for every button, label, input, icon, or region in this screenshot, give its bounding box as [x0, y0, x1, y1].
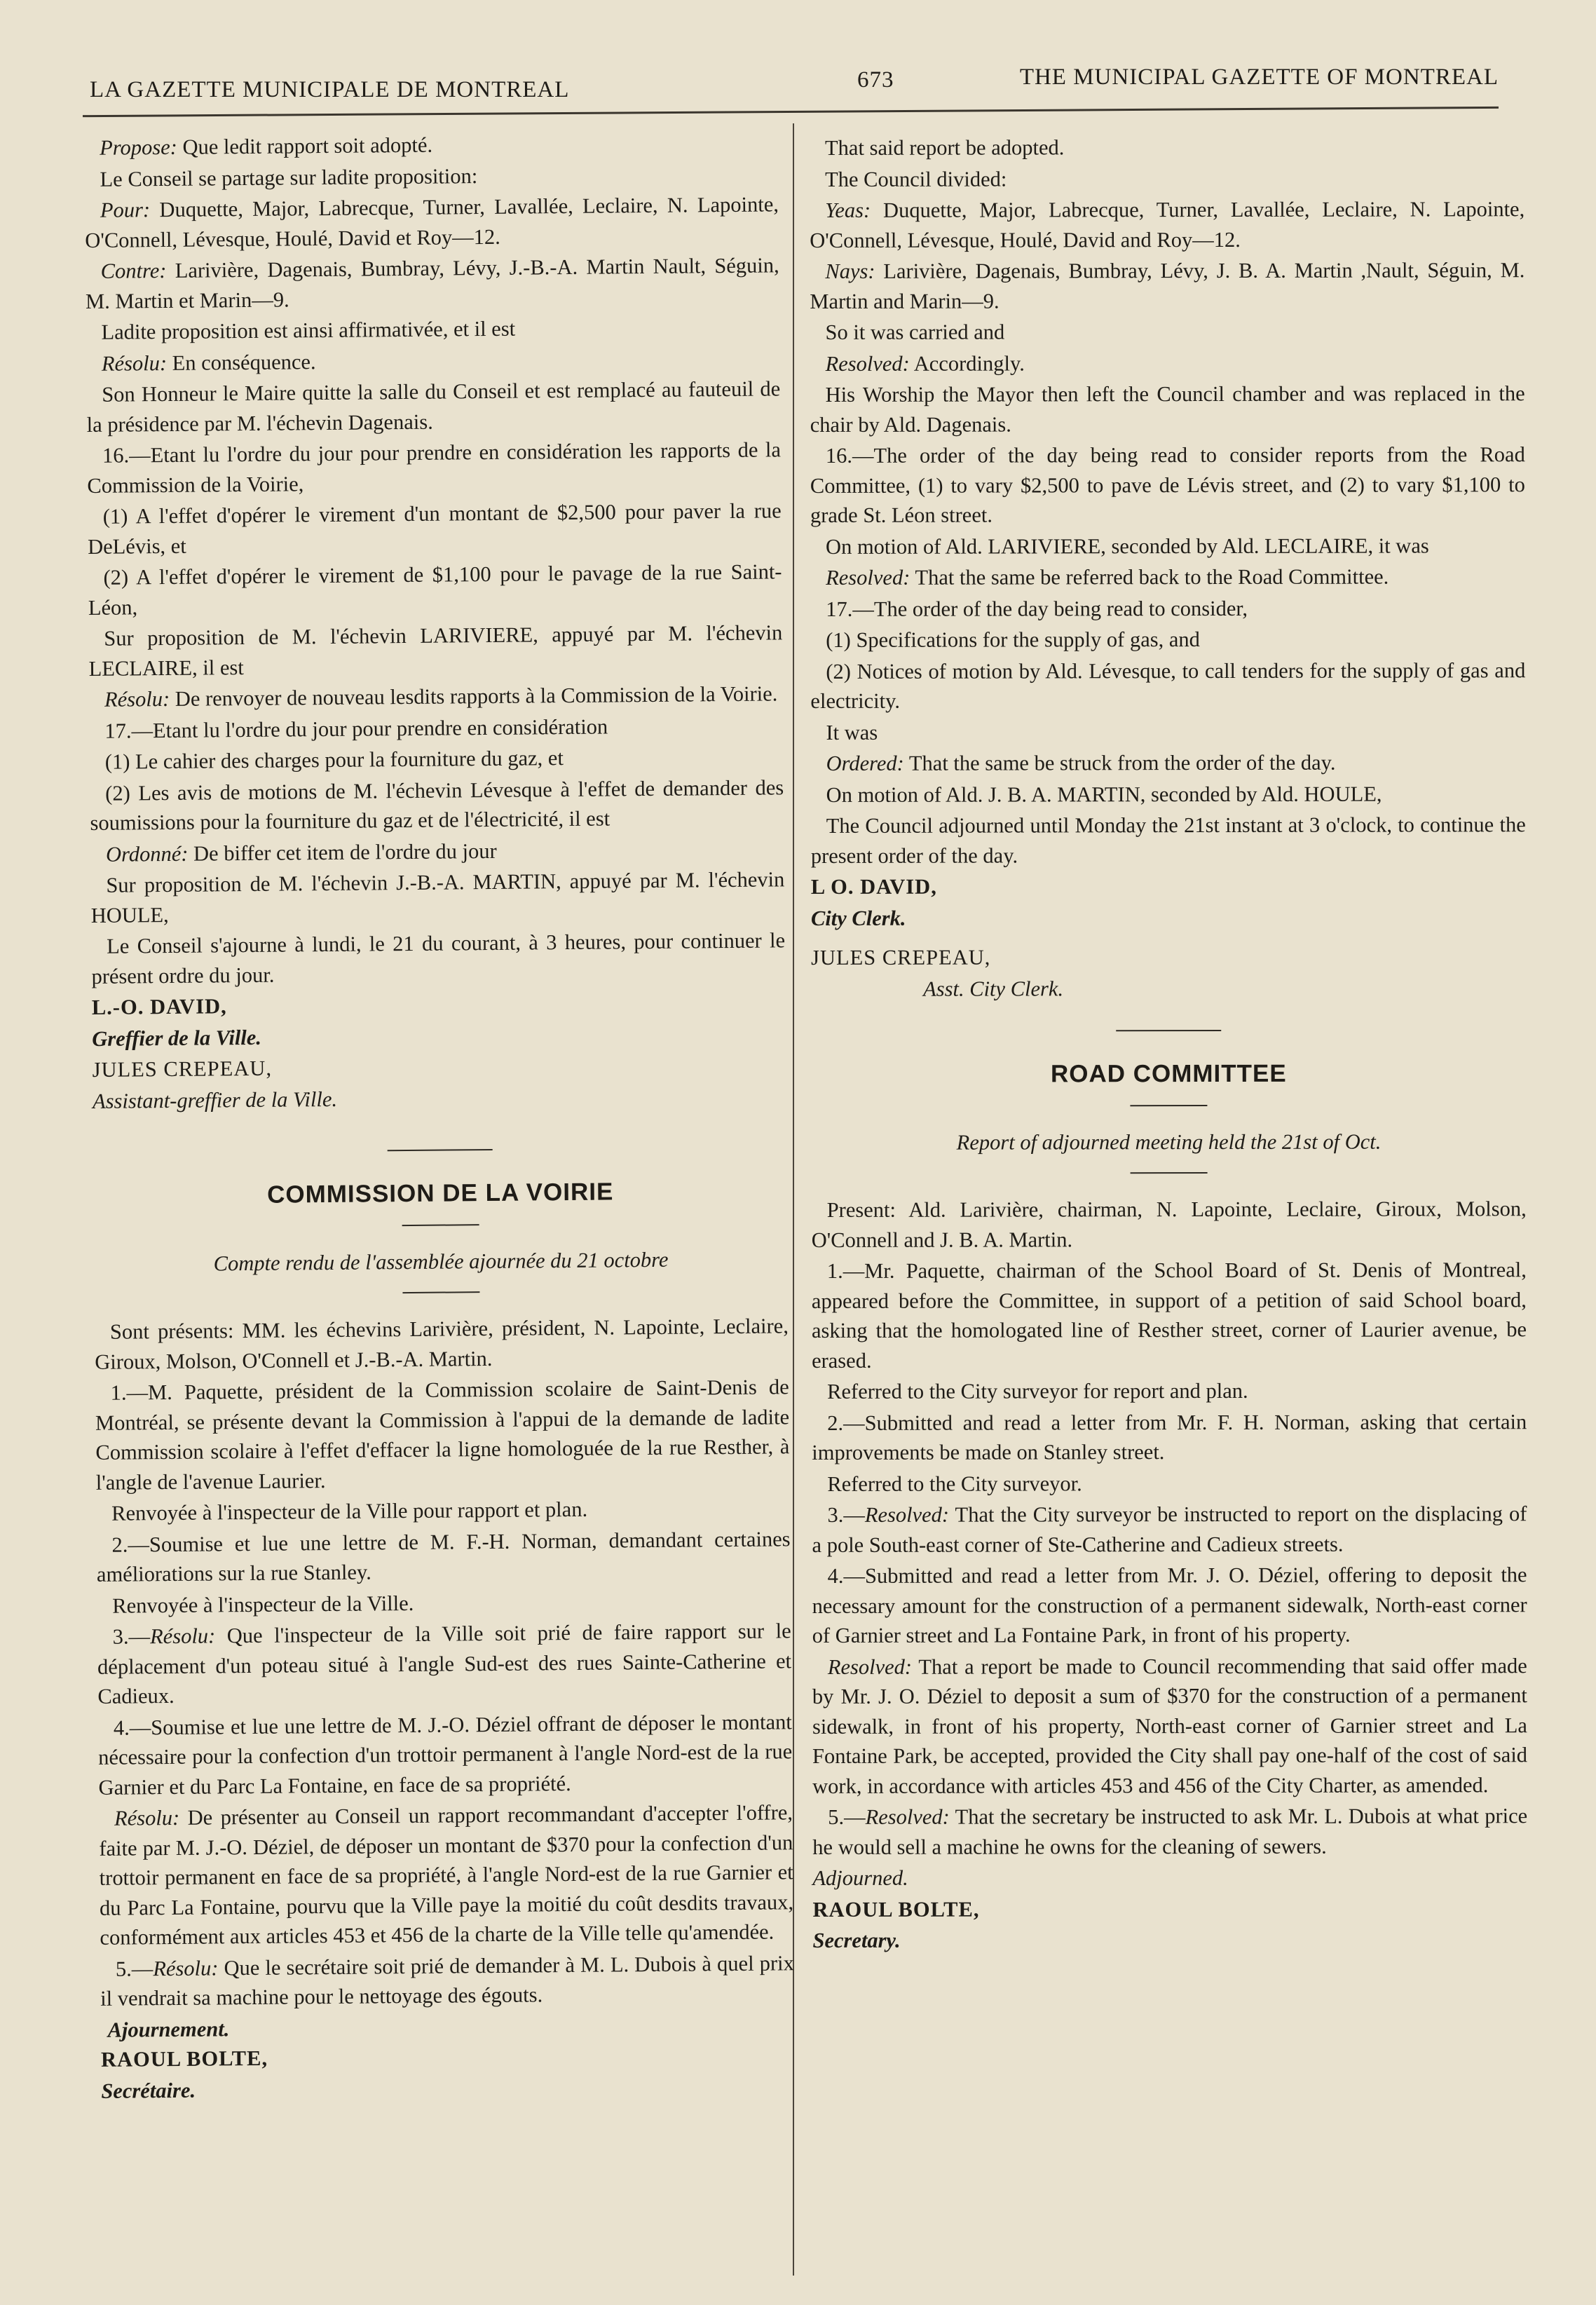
- section-subheading: Compte rendu de l'assemblée ajournée du 21 octobre: [213, 1247, 669, 1275]
- paragraph: Resolved: That a report be made to Council recommending that said offer made by Mr. J. O. Déziel to deposit a sum of $370 for the construction of a permanent sidewalk, in front of his property, North-east corner of Garnier street and La Fontaine Park, be accepted, provided the City shall pay one-half of the cost of said work, in accordance with articles 453 and 456 of the City Charter, as amended.: [812, 1653, 1528, 1798]
- paragraph: 16.—The order of the day being read to consider reports from the Road Committee, (1) to vary $2,500 to pave de Lévis street, and (2) to vary $1,100 to grade St. Léon street.: [810, 442, 1525, 527]
- paragraph: Contre: Larivière, Dagenais, Bumbray, Lévy, J.-B.-A. Martin Nault, Séguin, M. Martin et Marin—9.: [85, 253, 779, 313]
- paragraph: Resolved: Accordingly.: [825, 351, 1025, 376]
- paragraph: On motion of Ald. J. B. A. MARTIN, seconded by Ald. HOULE,: [826, 782, 1382, 807]
- paragraph: His Worship the Mayor then left the Council chamber and was replaced in the chair by Ald. Dagenais.: [810, 381, 1525, 437]
- paragraph: Son Honneur le Maire quitte la salle du Conseil et est remplacé au fauteuil de la présidence par M. l'échevin Dagenais.: [86, 376, 781, 437]
- paragraph: On motion of Ald. LARIVIERE, seconded by Ald. LECLAIRE, it was: [825, 533, 1429, 559]
- paragraph: Renvoyée à l'inspecteur de la Ville pour rapport et plan.: [111, 1497, 588, 1525]
- paragraph: Le Conseil se partage sur ladite proposition:: [100, 163, 478, 191]
- page-header: [90, 64, 1499, 114]
- paragraph: Résolu: De renvoyer de nouveau lesdits rapports à la Commission de la Voirie.: [104, 681, 778, 712]
- paragraph: 3.—Résolu: Que l'inspecteur de la Ville soit prié de faire rapport sur le déplacement d'un poteau situé à l'angle Sud-est des rues Sainte-Catherine et Cadieux.: [97, 1619, 792, 1708]
- paragraph: Ordered: That the same be struck from the order of the day.: [826, 750, 1336, 775]
- paragraph: (2) Les avis de motions de M. l'échevin Lévesque à l'effet de demander des soumissions pour la fourniture du gaz et de l'électricité, il est: [90, 775, 784, 835]
- english-column: [810, 132, 1528, 1957]
- clerk-title: City Clerk.: [810, 906, 906, 930]
- clerk-name: L O. DAVID,: [810, 874, 937, 899]
- paragraph: Ordonné: De biffer cet item de l'ordre du jour: [105, 838, 497, 866]
- adjournment-note: Adjourned.: [812, 1865, 908, 1890]
- clerk-title: Greffier de la Ville.: [92, 1025, 262, 1051]
- paragraph: Le Conseil s'ajourne à lundi, le 21 du courant, à 3 heures, pour continuer le présent ordre du jour.: [91, 928, 786, 988]
- paragraph: Yeas: Duquette, Major, Labrecque, Turner, Lavallée, Leclaire, N. Lapointe, O'Connell, Lévesque, Houlé, David and Roy—12.: [810, 197, 1525, 252]
- paragraph: That said report be adopted.: [825, 135, 1065, 160]
- paragraph: The Council adjourned until Monday the 21st instant at 3 o'clock, to continue the present order of the day.: [810, 812, 1526, 868]
- paragraph: (1) Le cahier des charges pour la fourniture du gaz, et: [104, 746, 564, 774]
- paragraph: (2) Notices of motion by Ald. Lévesque, to call tenders for the supply of gas and electricity.: [810, 658, 1526, 713]
- paragraph: 4.—Submitted and read a letter from Mr. J. O. Déziel, offering to deposit the necessary amount for the construction of a permanent sidewalk, North-east corner of Garnier street and La Fontaine Park, in front of his property.: [812, 1563, 1527, 1647]
- paragraph: 17.—The order of the day being read to consider,: [826, 596, 1248, 621]
- paragraph: Referred to the City surveyor for report and plan.: [827, 1378, 1248, 1403]
- heading-rule: [402, 1224, 479, 1226]
- section-divider: [1116, 1030, 1221, 1031]
- paragraph: Résolu: En conséquence.: [101, 349, 316, 376]
- paragraph: Present: Ald. Larivière, chairman, N. Lapointe, Leclaire, Giroux, Molson, O'Connell and J. B. A. Martin.: [811, 1197, 1527, 1252]
- secretary-title: Secrétaire.: [101, 2078, 196, 2103]
- paragraph: Referred to the City surveyor.: [827, 1471, 1082, 1496]
- paragraph: Pour: Duquette, Major, Labrecque, Turner, Lavallée, Leclaire, N. Lapointe, O'Connell, Lévesque, Houlé, David et Roy—12.: [85, 192, 779, 252]
- paragraph: So it was carried and: [825, 320, 1005, 344]
- adjournment-note: Ajournement.: [107, 2016, 230, 2042]
- paragraph: 1.—Mr. Paquette, chairman of the School Board of St. Denis of Montreal, appeared before the Committee, in support of a petition of said School board, asking that the homologated line of Resther street, corner of Laurier avenue, be erased.: [811, 1258, 1527, 1373]
- paragraph: 5.—Résolu: Que le secrétaire soit prié de demander à M. L. Dubois à quel prix il vendrait sa machine pour le nettoyage des égouts.: [100, 1950, 794, 2011]
- paragraph: 3.—Resolved: That the City surveyor be instructed to report on the displacing of a pole South-east corner of Ste-Catherine and Cadieux streets.: [812, 1502, 1527, 1557]
- paragraph: It was: [826, 720, 878, 744]
- section-divider: [388, 1149, 493, 1151]
- assistant-clerk-name: JULES CREPEAU,: [92, 1056, 273, 1082]
- paragraph: 16.—Etant lu l'ordre du jour pour prendre en considération les rapports de la Commission de la Voirie,: [87, 437, 782, 498]
- section-heading: ROAD COMMITTEE: [1050, 1059, 1287, 1088]
- paragraph: Propose: Que ledit rapport soit adopté.: [100, 132, 433, 160]
- page-number: 673: [857, 67, 894, 93]
- clerk-name: L.-O. DAVID,: [91, 994, 227, 1019]
- heading-rule: [1130, 1105, 1207, 1106]
- paragraph: Ladite proposition est ainsi affirmativée, et il est: [101, 316, 516, 344]
- assistant-clerk-title: Assistant-greffier de la Ville.: [92, 1087, 338, 1113]
- paragraph: (1) Specifications for the supply of gas, and: [826, 627, 1200, 652]
- paragraph: 5.—Resolved: That the secretary be instructed to ask Mr. L. Dubois at what price he would sell a machine he owns for the cleaning of sewers.: [812, 1804, 1528, 1859]
- assistant-clerk-title: Asst. City Clerk.: [923, 976, 1064, 1001]
- paragraph: Sur proposition de M. l'échevin J.-B.-A. MARTIN, appuyé par M. l'échevin HOULE,: [90, 867, 785, 927]
- paragraph: Résolu: De présenter au Conseil un rapport recommandant d'accepter l'offre, faite par M. J.-O. Déziel, de déposer un montant de $370 pour la confection d'un trottoir permanent en face de sa propriété, à l'angle Nord-est de la rue Garnier et du Parc La Fontaine, pourvu que la Ville paye la moitié du coût desdits travaux, conformément aux articles 453 et 456 de la charte de la Ville telle qu'amendée.: [99, 1800, 794, 1950]
- paragraph: Resolved: That the same be referred back to the Road Committee.: [826, 564, 1389, 590]
- paragraph: 1.—M. Paquette, président de la Commission scolaire de Saint-Denis de Montréal, se présente devant la Commission à l'appui de la demande de ladite Commission scolaire à l'effet d'effacer la ligne homologuée de la rue Resther, à l'angle de l'avenue Laurier.: [95, 1375, 790, 1495]
- assistant-clerk-name: JULES CREPEAU,: [811, 945, 991, 970]
- secretary-name: RAOUL BOLTE,: [812, 1897, 980, 1922]
- paragraph: Sur proposition de M. l'échevin LARIVIERE, appuyé par M. l'échevin LECLAIRE, il est: [88, 620, 783, 681]
- subheading-rule: [402, 1291, 479, 1293]
- paragraph: 4.—Soumise et lue une lettre de M. J.-O. Déziel offrant de déposer le montant nécessaire pour la confection d'un trottoir permanent à l'angle Nord-est de la rue Garnier et du Parc La Fontaine, en face de sa propriété.: [98, 1709, 793, 1800]
- section-subheading: Report of adjourned meeting held the 21st of Oct.: [956, 1129, 1382, 1155]
- secretary-title: Secretary.: [812, 1928, 901, 1952]
- paragraph: (1) A l'effet d'opérer le virement d'un montant de $2,500 pour paver la rue DeLévis, et: [87, 498, 782, 559]
- french-title: LA GAZETTE MUNICIPALE DE MONTREAL: [90, 77, 570, 102]
- subheading-rule: [1131, 1172, 1208, 1174]
- french-column: [84, 127, 796, 2107]
- paragraph: (2) A l'effet d'opérer le virement de $1,100 pour le pavage de la rue Saint-Léon,: [88, 559, 782, 620]
- english-title: THE MUNICIPAL GAZETTE OF MONTREAL: [1019, 64, 1499, 90]
- paragraph: Nays: Larivière, Dagenais, Bumbray, Lévy, J. B. A. Martin ,Nault, Séguin, M. Martin and Marin—9.: [810, 258, 1525, 313]
- paragraph: 2.—Soumise et lue une lettre de M. F.-H. Norman, demandant certaines améliorations sur la rue Stanley.: [96, 1526, 791, 1586]
- paragraph: The Council divided:: [825, 167, 1007, 191]
- section-heading: COMMISSION DE LA VOIRIE: [266, 1178, 614, 1209]
- paragraph: 2.—Submitted and read a letter from Mr. F. H. Norman, asking that certain improvements be made on Stanley street.: [812, 1409, 1527, 1464]
- paragraph: Renvoyée à l'inspecteur de la Ville.: [112, 1591, 414, 1618]
- paragraph: 17.—Etant lu l'ordre du jour pour prendre en considération: [104, 714, 608, 743]
- paragraph: Sont présents: MM. les échevins Larivière, président, N. Lapointe, Leclaire, Giroux, Molson, O'Connell et J.-B.-A. Martin.: [95, 1314, 789, 1374]
- secretary-name: RAOUL BOLTE,: [100, 2046, 268, 2072]
